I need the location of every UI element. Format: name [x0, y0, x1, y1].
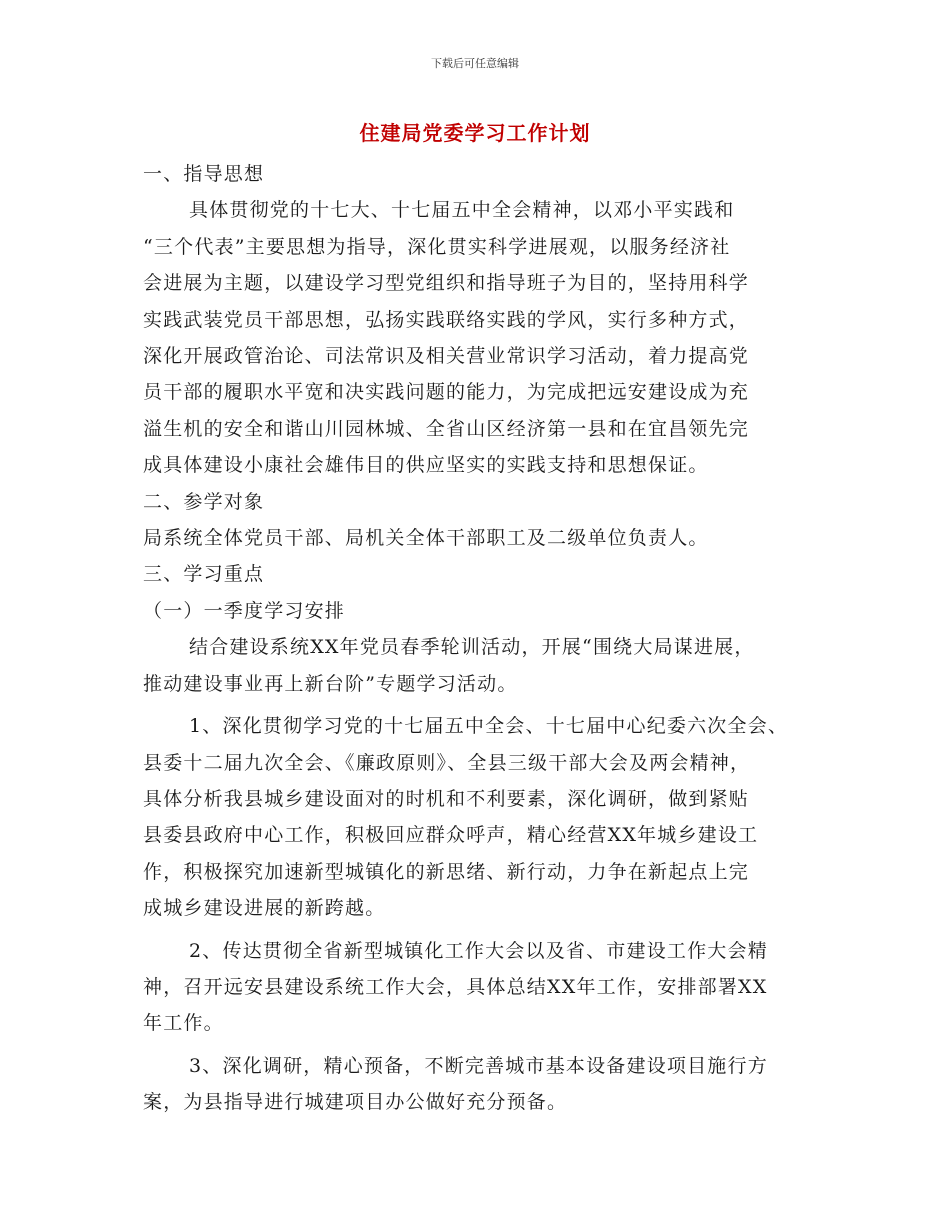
text-line: 深化开展政管治论、司法常识及相关营业常识学习活动，着力提高党: [143, 345, 750, 368]
subsection-heading-q1: （一）一季度学习安排: [143, 599, 346, 622]
text-line: 县委十二届九次全会、《廉政原则》、全县三级干部大会及两会精神，: [143, 751, 751, 774]
text-line: 县委县政府中心工作，积极回应群众呼声，精心经营XX年城乡建设工: [143, 824, 759, 847]
paragraph-guiding-thought: [143, 192, 823, 483]
text-line: 具体贯彻党的十七大、十七届五中全会精神，以邓小平实践和: [189, 199, 735, 222]
text-line: 作，积极探究加速新型城镇化的新思绪、新行动，力争在新起点上完: [143, 860, 750, 883]
list-item-1: [143, 708, 823, 926]
text-line: 1、深化贯彻学习党的十七届五中全会、十七届中心纪委六次全会、: [189, 715, 789, 738]
paragraph-participants: 局系统全体党员干部、局机关全体干部职工及二级单位负责人。: [143, 527, 709, 550]
text-line: 3、深化调研，精心预备，不断完善城市基本设备建设项目施行方: [189, 1054, 768, 1077]
section-heading-3: 三、学习重点: [143, 563, 265, 586]
text-line: 具体分析我县城乡建设面对的时机和不利要素，深化调研，做到紧贴: [143, 787, 750, 810]
text-line: 案，为县指导进行城建项目办公做好充分预备。: [143, 1091, 568, 1114]
section-heading-1: 一、指导思想: [143, 163, 265, 185]
text-line: 推动建设事业再上新台阶”专题学习活动。: [143, 672, 518, 695]
text-line: 会进展为主题，以建设学习型党组织和指导班子为目的，坚持用科学: [143, 272, 750, 295]
text-line: 成城乡建设进展的新跨越。: [143, 897, 386, 920]
text-line: 溢生机的安全和谐山川园林城、全省山区经济第一县和在宜昌领先完: [143, 417, 750, 440]
text-line: 神，召开远安县建设系统工作大会，具体总结XX年工作，安排部署XX: [143, 975, 768, 998]
list-item-3: [143, 1048, 823, 1121]
list-item-2: [143, 933, 823, 1042]
text-line: 实践武装党员干部思想，弘扬实践联络实践的学风，实行多种方式，: [143, 308, 750, 331]
text-line: 成具体建设小康社会雄伟目的供应坚实的实践支持和思想保证。: [143, 454, 709, 477]
text-line: “三个代表”主要思想为指导，深化贯实科学进展观，以服务经济社: [143, 235, 731, 258]
header-note: 下载后可任意编辑: [431, 57, 519, 70]
text-line: 2、传达贯彻全省新型城镇化工作大会以及省、市建设工作大会精: [189, 939, 768, 962]
text-line: 结合建设系统XX年党员春季轮训活动，开展“围绕大局谋进展，: [189, 636, 755, 659]
text-line: 员干部的履职水平宽和决实践问题的能力，为完成把远安建设成为充: [143, 381, 750, 404]
document-body: [143, 156, 823, 1121]
section-heading-2: 二、参学对象: [143, 490, 265, 513]
text-line: 年工作。: [143, 1012, 224, 1035]
paragraph-q1-intro: [143, 629, 823, 702]
document-title: 住建局党委学习工作计划: [359, 121, 591, 145]
